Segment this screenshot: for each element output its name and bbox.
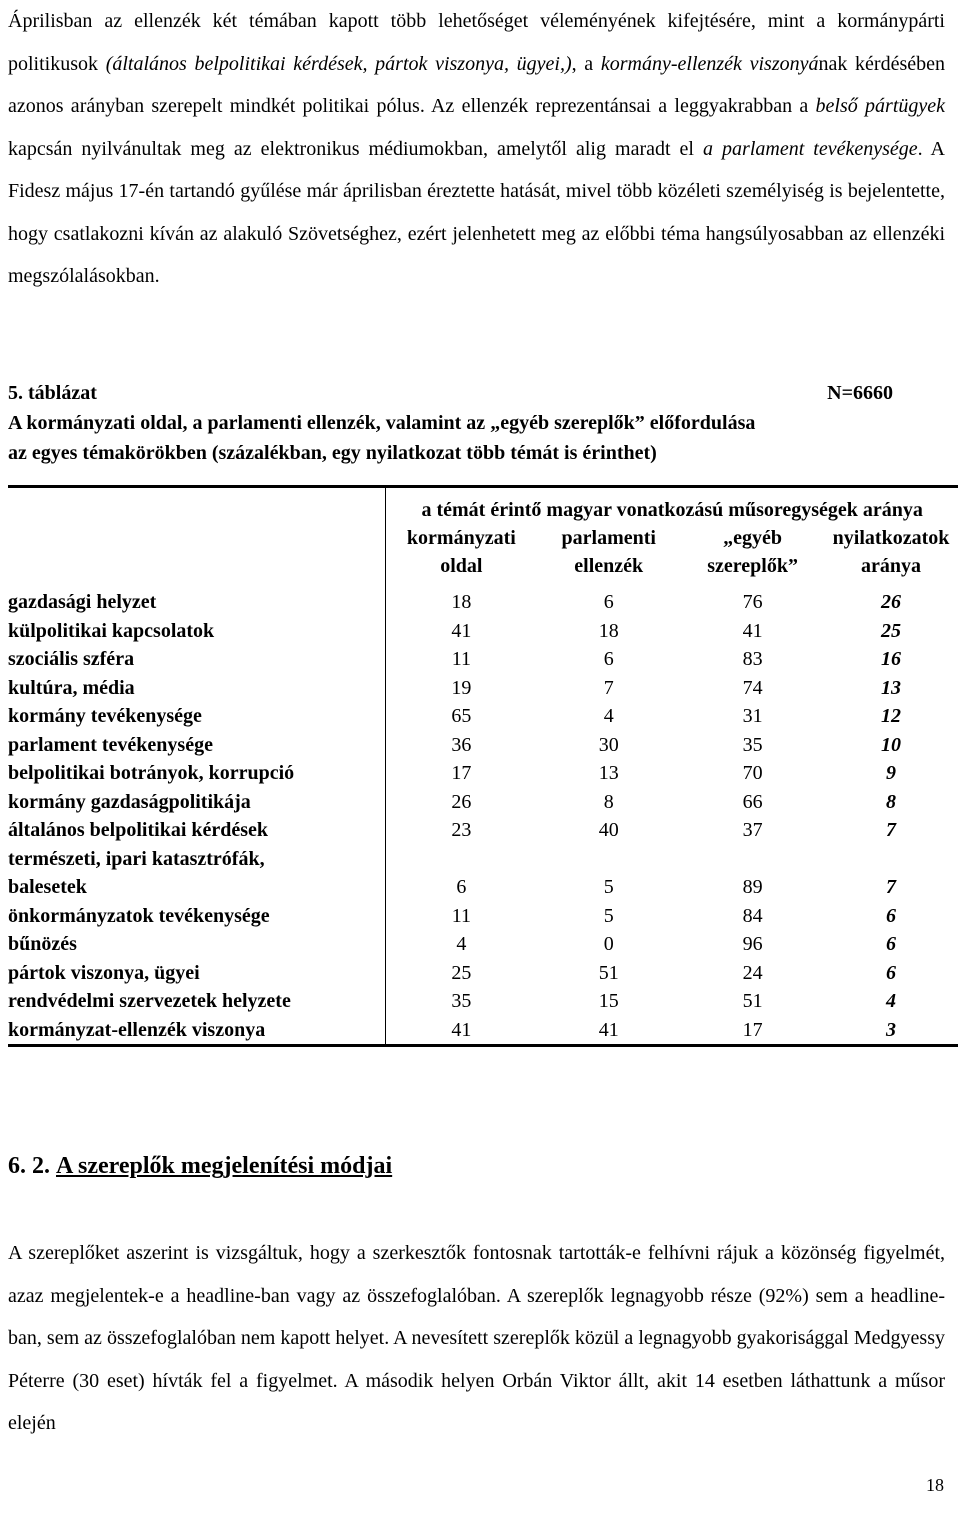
text-run: kapcsán nyilvánultak meg az elektronikus médiumokban, amelytől alig maradt el xyxy=(8,137,704,160)
row-label xyxy=(8,845,386,902)
cell-government: 18 xyxy=(451,591,472,613)
cell-government: 19 xyxy=(451,676,472,699)
row-label: parlament tevékenysége xyxy=(8,731,386,760)
cell-other: 31 xyxy=(742,705,763,727)
cell-share: 10 xyxy=(881,733,902,756)
cell-share: 6 xyxy=(886,933,897,955)
cell-government: 35 xyxy=(451,990,472,1012)
row-label: kultúra, média xyxy=(8,674,386,703)
text-run: , a xyxy=(571,52,601,75)
section-number: 6. 2. xyxy=(8,1153,50,1179)
cell-share: 7 xyxy=(886,876,897,898)
text-run: nak kérdésében azonos arányban szerepelt mindkét politikai pólus. Az ellenzék reprezentánsai a leggyakrabban a xyxy=(8,52,945,117)
table-row xyxy=(8,674,958,703)
row-label: gazdasági helyzet xyxy=(8,588,386,617)
table-label: 5. táblázat xyxy=(8,382,97,404)
col-header-line: aránya xyxy=(861,555,922,577)
cell-opposition: 5 xyxy=(603,876,614,898)
page-number: 18 xyxy=(926,1475,944,1495)
cell-opposition: 15 xyxy=(598,990,619,1012)
cell-opposition: 7 xyxy=(603,676,614,699)
italic-run: belső pártügyek xyxy=(815,95,946,117)
col-header-other xyxy=(681,524,824,588)
row-label: szociális szféra xyxy=(8,645,386,674)
table-row xyxy=(8,1016,958,1046)
cell-government: 11 xyxy=(451,648,471,670)
cell-government: 41 xyxy=(451,619,472,642)
cell-opposition: 5 xyxy=(603,904,614,927)
table-row xyxy=(8,788,958,817)
cell-other: 76 xyxy=(742,591,763,613)
cell-other: 17 xyxy=(681,1016,824,1046)
row-label: külpolitikai kapcsolatok xyxy=(8,617,386,646)
italic-run: kormány-ellenzék viszonyá xyxy=(600,52,819,75)
cell-share: 4 xyxy=(886,990,897,1012)
cell-opposition: 13 xyxy=(598,762,619,784)
table-row xyxy=(8,930,958,959)
table-row xyxy=(8,845,958,902)
row-label: kormány tevékenysége xyxy=(8,702,386,731)
cell-opposition: 0 xyxy=(603,933,614,955)
cell-share: 6 xyxy=(886,904,897,927)
italic-run: (általános belpolitikai kérdések, pártok viszonya, ügyei,) xyxy=(105,52,572,75)
cell-share: 13 xyxy=(881,676,902,699)
cell-share: 7 xyxy=(886,819,897,841)
table-row xyxy=(8,759,958,788)
cell-share: 16 xyxy=(881,648,902,670)
group-header: a témát érintő magyar vonatkozású műsoregységek aránya xyxy=(386,487,958,525)
row-label-line: természeti, ipari katasztrófák, xyxy=(8,847,265,870)
cell-government: 11 xyxy=(451,904,471,927)
cell-government: 25 xyxy=(451,961,472,984)
cell-other: 74 xyxy=(742,676,763,699)
cell-opposition: 6 xyxy=(603,591,614,613)
cell-government: 36 xyxy=(451,733,472,756)
cell-other: 89 xyxy=(742,876,763,898)
cell-other: 70 xyxy=(742,762,763,784)
cell-other: 37 xyxy=(742,819,763,841)
cell-government: 65 xyxy=(451,705,472,727)
table-caption-line-2: az egyes témakörökben (százalékban, egy nyilatkozat több témát is érinthet) xyxy=(8,442,657,464)
cell-share: 9 xyxy=(886,762,897,784)
cell-opposition: 6 xyxy=(603,648,614,670)
cell-opposition: 51 xyxy=(598,961,619,984)
cell-other: 96 xyxy=(742,933,763,955)
topic-table-body xyxy=(8,487,958,1046)
cell-government: 4 xyxy=(456,933,467,955)
col-header-line: ellenzék xyxy=(574,555,644,577)
italic-run: a parlament tevékenysége xyxy=(703,137,918,160)
cell-share: 25 xyxy=(881,619,902,642)
text-run: Áprilisban az ellenzék két témában kapott több lehetőséget véleményének kifejtésére, mint a kormánypárti politikusok xyxy=(8,10,945,75)
table-header-group-row xyxy=(8,487,958,525)
cell-opposition: 4 xyxy=(603,705,614,727)
cell-other: 83 xyxy=(742,648,763,670)
col-header-line: „egyéb xyxy=(723,527,783,549)
cell-government: 41 xyxy=(386,1016,536,1046)
topic-table xyxy=(8,485,958,1047)
table-row xyxy=(8,731,958,760)
cell-government: 26 xyxy=(451,790,472,813)
cell-other: 51 xyxy=(742,990,763,1012)
row-label: kormány gazdaságpolitikája xyxy=(8,788,386,817)
row-label: kormányzat-ellenzék viszonya xyxy=(8,1016,386,1046)
col-header-line: nyilatkozatok xyxy=(832,527,950,549)
cell-opposition: 30 xyxy=(598,733,619,756)
table-caption-line-1: A kormányzati oldal, a parlamenti ellenzék, valamint az „egyéb szereplők” előfordulása xyxy=(8,412,756,434)
cell-opposition: 8 xyxy=(603,790,614,813)
cell-opposition: 40 xyxy=(598,819,619,841)
cell-other: 84 xyxy=(742,904,763,927)
cell-government: 6 xyxy=(456,876,467,898)
cell-government: 17 xyxy=(451,762,472,784)
sample-size: N=6660 xyxy=(827,382,893,404)
cell-other: 41 xyxy=(742,619,763,642)
table-row xyxy=(8,959,958,988)
section-title: A szereplők megjelenítési módjai xyxy=(56,1153,393,1179)
col-header-line: szereplők” xyxy=(707,555,798,577)
col-header-share xyxy=(824,524,958,588)
row-label: pártok viszonya, ügyei xyxy=(8,959,386,988)
intro-paragraph xyxy=(8,0,945,298)
table-row xyxy=(8,902,958,931)
col-header-line: parlamenti xyxy=(561,527,656,549)
row-label: általános belpolitikai kérdések xyxy=(8,816,386,845)
cell-opposition: 18 xyxy=(598,619,619,642)
cell-share: 3 xyxy=(824,1016,958,1046)
body-paragraph: A szereplőket aszerint is vizsgáltuk, hogy a szerkesztők fontosnak tartották-e felhívni rájuk a közönség figyelmét, azaz megjelentek-e a headline-ban vagy az összefoglalóban. A szereplők legnagyobb része (92%) sem a headline-ban, sem az összefoglalóban nem kapott helyet. A nevesített szereplők közül a legnagyobb gyakorisággal Medgyessy Péterre (30 eset) hívták fel a figyelmet. A második helyen Orbán Viktor állt, akit 14 esetben láthattunk a műsor elején xyxy=(8,1242,945,1434)
table-label-row xyxy=(8,378,945,408)
cell-other: 66 xyxy=(742,790,763,813)
cell-government: 23 xyxy=(451,819,472,841)
row-label: önkormányzatok tevékenysége xyxy=(8,902,386,931)
cell-share: 26 xyxy=(881,591,902,613)
cell-share: 8 xyxy=(886,790,897,813)
cell-other: 24 xyxy=(742,961,763,984)
row-label: rendvédelmi szervezetek helyzete xyxy=(8,987,386,1016)
col-header-government xyxy=(386,524,536,588)
table-row xyxy=(8,617,958,646)
text-run: . A Fidesz május 17-én tartandó gyűlése már áprilisban éreztette hatását, mivel több közéleti személyiség is bejelentette, hogy csatlakozni kíván az alakuló Szövetséghez, ezért jelenhetett meg az előbbi téma hangsúlyosabban az ellenzéki megszólalásokban. xyxy=(8,137,946,287)
table-heading xyxy=(8,378,945,468)
section-heading xyxy=(8,1153,392,1180)
table-row xyxy=(8,816,958,845)
cell-opposition: 41 xyxy=(536,1016,681,1046)
table-row xyxy=(8,702,958,731)
table-row xyxy=(8,588,958,617)
cell-share: 12 xyxy=(881,705,902,727)
row-label-line: balesetek xyxy=(8,876,87,898)
row-label: bűnözés xyxy=(8,930,386,959)
cell-share: 6 xyxy=(886,961,897,984)
row-label: belpolitikai botrányok, korrupció xyxy=(8,759,386,788)
table-row xyxy=(8,645,958,674)
col-header-opposition xyxy=(536,524,681,588)
col-header-line: oldal xyxy=(440,555,483,577)
col-header-line: kormányzati xyxy=(406,527,516,549)
header-empty-cell xyxy=(8,487,386,589)
table-row xyxy=(8,987,958,1016)
cell-other: 35 xyxy=(742,733,763,756)
